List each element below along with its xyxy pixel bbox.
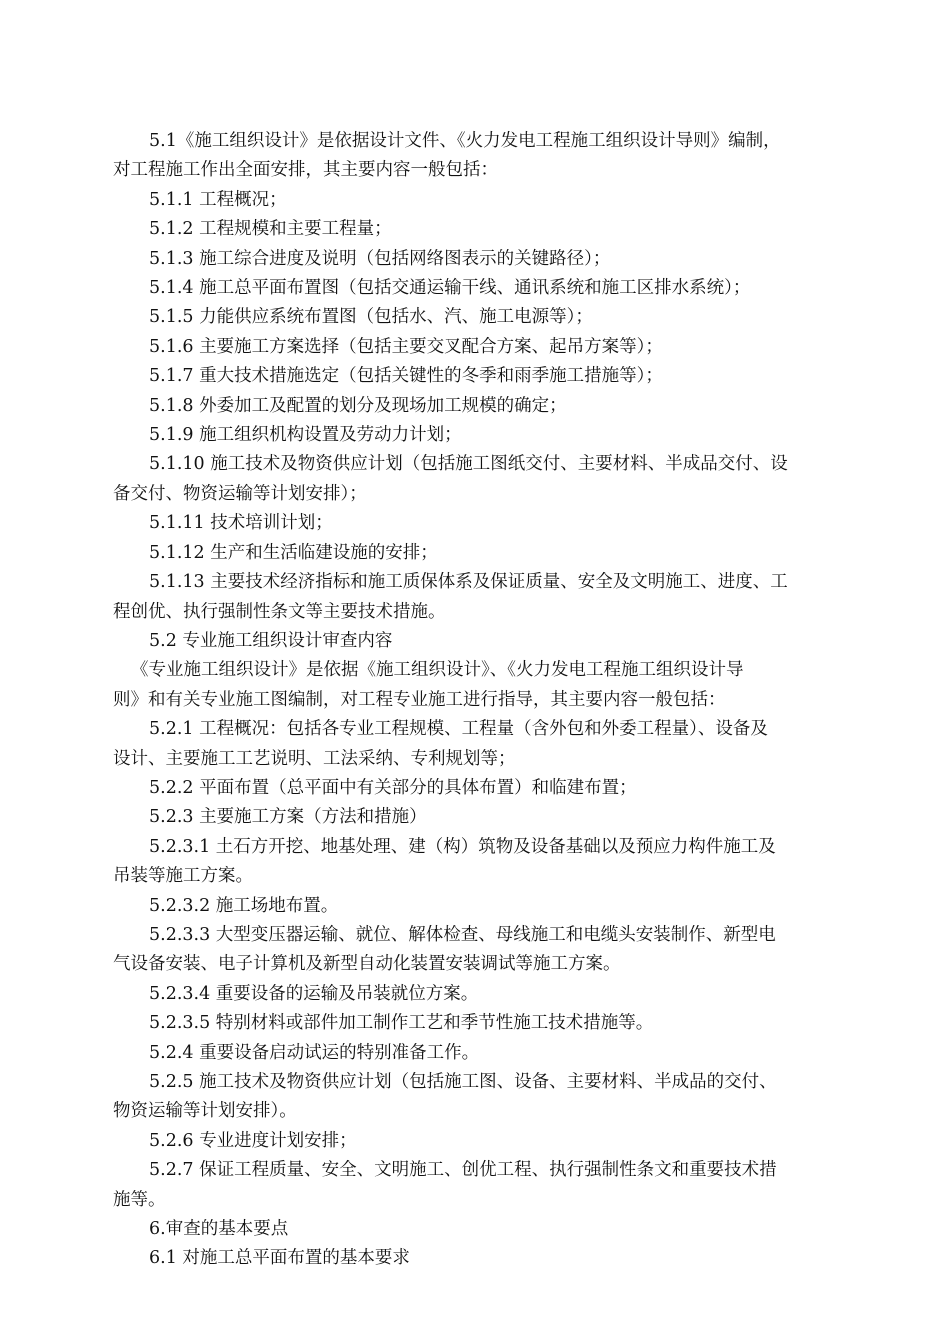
text-line: 5.1.4 施工总平面布置图（包括交通运输干线、通讯系统和施工区排水系统）； <box>149 278 751 299</box>
text-line: 5.2.3.4 重要设备的运输及吊装就位方案。 <box>149 983 479 1004</box>
text-line: 5.1.6 主要施工方案选择（包括主要交叉配合方案、起吊方案等）； <box>149 336 663 357</box>
text-line: 5.2.7 保证工程质量、安全、文明施工、创优工程、执行强制性条文和重要技术措 <box>149 1160 777 1181</box>
text-line: 5.2.3 主要施工方案（方法和措施） <box>149 807 427 828</box>
text-line: 5.2.3.5 特别材料或部件加工制作工艺和季节性施工技术措施等。 <box>149 1013 654 1034</box>
text-line: 5.1.10 施工技术及物资供应计划（包括施工图纸交付、主要材料、半成品交付、设 <box>149 454 788 475</box>
text-line: 5.1.1 工程概况； <box>149 189 287 210</box>
text-line: 6.1 对施工总平面布置的基本要求 <box>149 1248 410 1269</box>
text-line: 吊装等施工方案。 <box>113 866 253 887</box>
text-line: 6.审查的基本要点 <box>149 1219 289 1240</box>
text-line: 5.2.6 专业进度计划安排； <box>149 1130 357 1151</box>
text-line: 则》和有关专业施工图编制，对工程专业施工进行指导，其主要内容一般包括： <box>113 689 726 710</box>
text-line: 《专业施工组织设计》是依据《施工组织设计》、《火力发电工程施工组织设计导 <box>131 660 744 681</box>
text-line: 5.1.3 施工综合进度及说明（包括网络图表示的关键路径）； <box>149 248 611 269</box>
document-body <box>113 127 853 1274</box>
text-line: 对工程施工作出全面安排，其主要内容一般包括： <box>113 160 498 181</box>
text-line: 5.2.5 施工技术及物资供应计划（包括施工图、设备、主要材料、半成品的交付、 <box>149 1072 777 1092</box>
text-line: 5.2.4 重要设备启动试运的特别准备工作。 <box>149 1042 480 1063</box>
text-line: 5.2.3.1 土石方开挖、地基处理、建（构）筑物及设备基础以及预应力构件施工及 <box>149 836 776 857</box>
text-line: 5.1《施工组织设计》是依据设计文件、《火力发电工程施工组织设计导则》编制， <box>149 131 781 151</box>
text-line: 设计、主要施工工艺说明、工法采纳、专利规划等； <box>113 748 516 769</box>
text-line: 5.2 专业施工组织设计审查内容 <box>149 630 393 651</box>
text-line: 5.1.8 外委加工及配置的划分及现场加工规模的确定； <box>149 395 567 416</box>
text-line: 气设备安装、电子计算机及新型自动化装置安装调试等施工方案。 <box>113 954 621 975</box>
text-line: 5.2.2 平面布置（总平面中有关部分的具体布置）和临建布置； <box>149 777 637 798</box>
text-line: 程创优、执行强制性条文等主要技术措施。 <box>113 601 446 622</box>
text-line: 物资运输等计划安排）。 <box>113 1101 297 1122</box>
text-line: 5.1.7 重大技术措施选定（包括关键性的冬季和雨季施工措施等）； <box>149 366 663 387</box>
text-line: 5.2.3.3 大型变压器运输、就位、解体检查、母线施工和电缆头安装制作、新型电 <box>149 924 776 945</box>
text-line: 5.1.13 主要技术经济指标和施工质保体系及保证质量、安全及文明施工、进度、工 <box>149 572 788 593</box>
text-line: 5.1.9 施工组织机构设置及劳动力计划； <box>149 425 462 446</box>
text-line: 5.2.3.2 施工场地布置。 <box>149 895 339 916</box>
text-line: 备交付、物资运输等计划安排）； <box>113 483 367 504</box>
text-line: 5.1.2 工程规模和主要工程量； <box>149 219 392 240</box>
text-line: 5.1.12 生产和生活临建设施的安排； <box>149 542 438 563</box>
text-line: 5.1.11 技术培训计划； <box>149 513 333 534</box>
text-line: 施等。 <box>113 1189 166 1210</box>
text-line: 5.2.1 工程概况：包括各专业工程规模、工程量（含外包和外委工程量）、设备及 <box>149 719 768 740</box>
text-line: 5.1.5 力能供应系统布置图（包括水、汽、施工电源等）； <box>149 307 593 328</box>
